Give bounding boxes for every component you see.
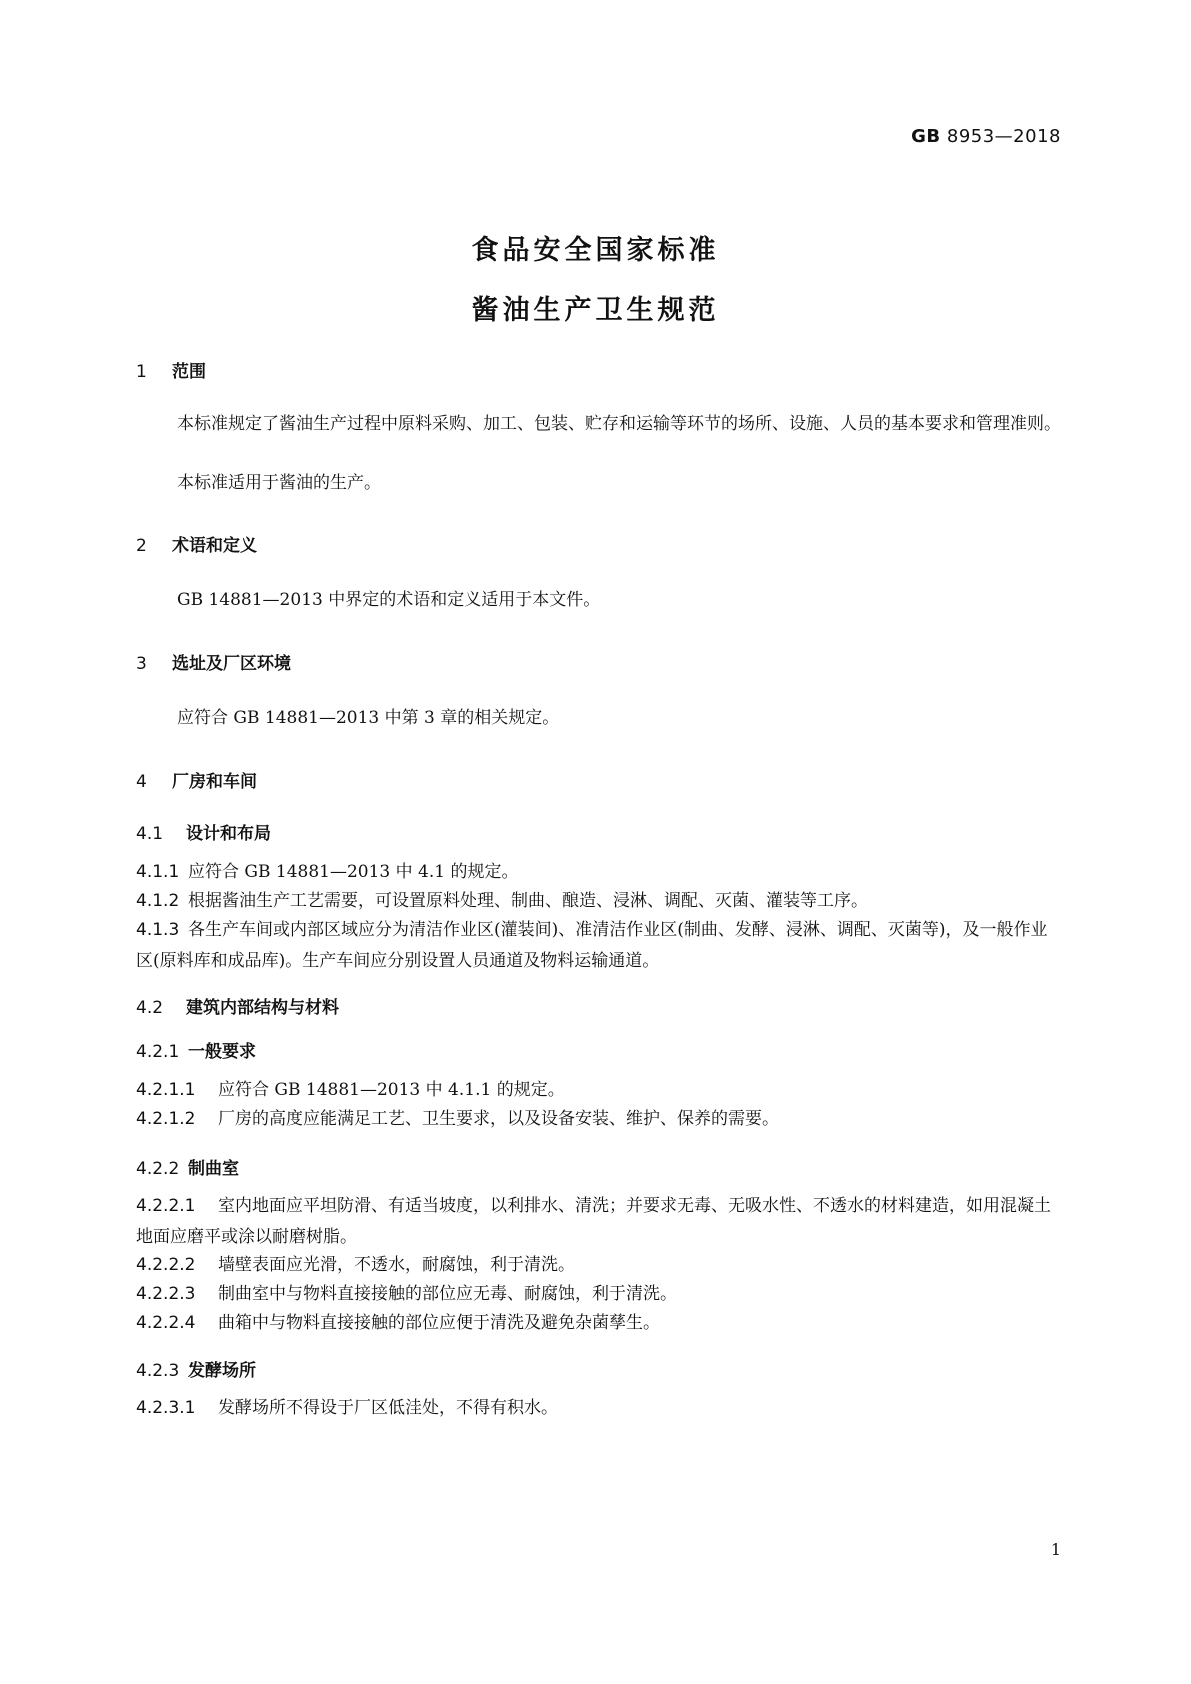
section-number: 4.2.1 bbox=[136, 1042, 180, 1062]
clause-4-2-2-4 bbox=[136, 1308, 1064, 1339]
clause-number: 4.1.3 bbox=[136, 920, 180, 940]
subsection-heading-4-1 bbox=[136, 819, 271, 844]
section-number: 4.2 bbox=[136, 998, 164, 1018]
section-title: 一般要求 bbox=[188, 1042, 256, 1062]
clause-text: 厂房的高度应能满足工艺、卫生要求，以及设备安装、维护、保养的需要。 bbox=[218, 1109, 779, 1129]
section-number: 1 bbox=[136, 362, 147, 382]
clause-number: 4.2.3.1 bbox=[136, 1398, 196, 1418]
clause-text: 制曲室中与物料直接接触的部位应无毒、耐腐蚀，利于清洗。 bbox=[218, 1284, 677, 1304]
section-number: 4 bbox=[136, 772, 147, 792]
clause-number: 4.2.2.1 bbox=[136, 1196, 196, 1216]
section-heading-2 bbox=[136, 531, 257, 556]
clause-number: 4.2.1.1 bbox=[136, 1080, 196, 1100]
clause-text: 各生产车间或内部区域应分为清洁作业区(灌装间)、准清洁作业区(制曲、发酵、浸淋、调配、灭菌等)，及一般作业区(原料库和成品库)。生产车间应分别设置人员通道及物料运输通道。 bbox=[136, 920, 1048, 971]
clause-text: 墙壁表面应光滑，不透水，耐腐蚀，利于清洗。 bbox=[218, 1255, 575, 1275]
clause-4-2-2-3 bbox=[136, 1279, 1064, 1310]
clause-text: 室内地面应平坦防滑、有适当坡度，以利排水、清洗；并要求无毒、无吸水性、不透水的材料建造，如用混凝土地面应磨平或涂以耐磨树脂。 bbox=[136, 1196, 1051, 1247]
section-title: 术语和定义 bbox=[172, 536, 257, 556]
section-title: 建筑内部结构与材料 bbox=[186, 998, 339, 1018]
clause-text: 根据酱油生产工艺需要，可设置原料处理、制曲、酿造、浸淋、调配、灭菌、灌装等工序。 bbox=[188, 891, 868, 911]
clause-number: 4.2.1.2 bbox=[136, 1109, 196, 1129]
scope-paragraph-1: 本标准规定了酱油生产过程中原料采购、加工、包装、贮存和运输等环节的场所、设施、人员的基本要求和管理准则。 bbox=[177, 414, 1061, 434]
page-number: 1 bbox=[1050, 1540, 1061, 1559]
clause-4-2-1-2 bbox=[136, 1104, 1064, 1135]
terms-paragraph: GB 14881—2013 中界定的术语和定义适用于本文件。 bbox=[177, 590, 601, 610]
subsection-heading-4-2-1 bbox=[136, 1037, 256, 1062]
standard-code bbox=[911, 126, 1061, 147]
subsection-heading-4-2 bbox=[136, 993, 339, 1018]
clause-4-2-3-1 bbox=[136, 1393, 1064, 1424]
clause-text: 应符合 GB 14881—2013 中 4.1 的规定。 bbox=[188, 862, 519, 882]
document-title-line1: 食品安全国家标准 bbox=[471, 235, 720, 266]
section-heading-3 bbox=[136, 649, 291, 674]
section-number: 4.2.3 bbox=[136, 1361, 180, 1381]
clause-number: 4.1.2 bbox=[136, 891, 180, 911]
section-title: 选址及厂区环境 bbox=[172, 654, 291, 674]
section-title: 制曲室 bbox=[188, 1159, 239, 1179]
clause-4-1-2 bbox=[136, 886, 1064, 917]
section-heading-4 bbox=[136, 767, 257, 792]
section-number: 4.1 bbox=[136, 824, 164, 844]
standard-prefix: GB bbox=[911, 126, 941, 147]
section-heading-1 bbox=[136, 357, 206, 382]
subsection-heading-4-2-2 bbox=[136, 1154, 239, 1179]
clause-4-2-2-2 bbox=[136, 1250, 1064, 1281]
section-number: 4.2.2 bbox=[136, 1159, 180, 1179]
clause-text: 应符合 GB 14881—2013 中 4.1.1 的规定。 bbox=[218, 1080, 565, 1100]
clause-text: 曲箱中与物料直接接触的部位应便于清洗及避免杂菌孳生。 bbox=[218, 1313, 660, 1333]
standard-number: 8953—2018 bbox=[946, 126, 1061, 147]
document-title-line2: 酱油生产卫生规范 bbox=[471, 295, 720, 326]
scope-paragraph-2: 本标准适用于酱油的生产。 bbox=[177, 473, 381, 493]
clause-number: 4.2.2.3 bbox=[136, 1284, 196, 1304]
clause-text: 发酵场所不得设于厂区低洼处，不得有积水。 bbox=[218, 1398, 558, 1418]
site-paragraph: 应符合 GB 14881—2013 中第 3 章的相关规定。 bbox=[177, 708, 560, 728]
clause-4-2-2-1 bbox=[136, 1191, 1064, 1253]
clause-4-1-1 bbox=[136, 857, 1064, 888]
clause-number: 4.2.2.2 bbox=[136, 1255, 196, 1275]
clause-4-1-3 bbox=[136, 915, 1064, 977]
clause-number: 4.1.1 bbox=[136, 862, 180, 882]
section-number: 3 bbox=[136, 654, 147, 674]
subsection-heading-4-2-3 bbox=[136, 1356, 256, 1381]
clause-4-2-1-1 bbox=[136, 1075, 1064, 1106]
clause-number: 4.2.2.4 bbox=[136, 1313, 196, 1333]
section-title: 发酵场所 bbox=[188, 1361, 256, 1381]
section-title: 范围 bbox=[172, 362, 206, 382]
section-number: 2 bbox=[136, 536, 147, 556]
section-title: 设计和布局 bbox=[186, 824, 271, 844]
section-title: 厂房和车间 bbox=[172, 772, 257, 792]
